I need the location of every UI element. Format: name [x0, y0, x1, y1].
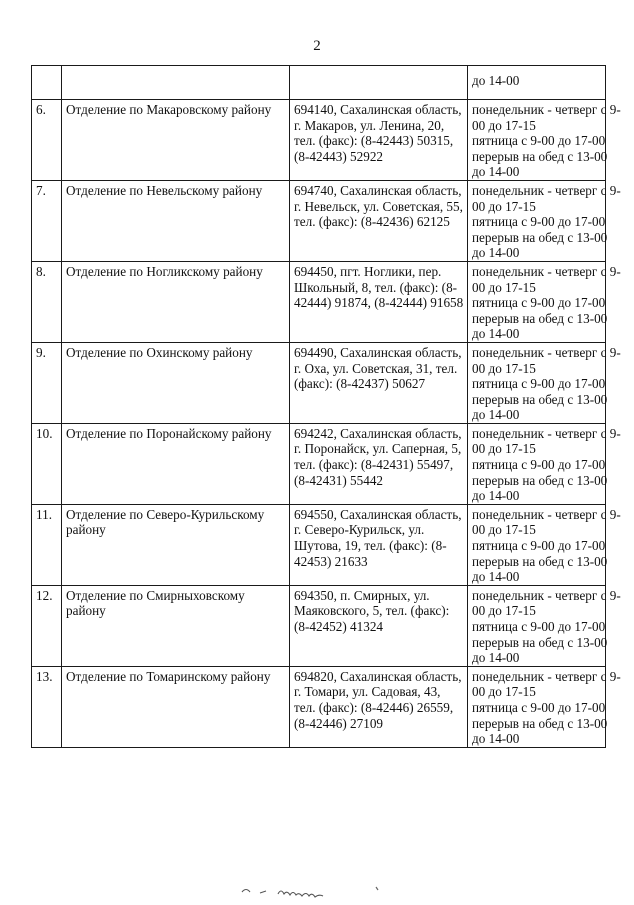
row-number: 13.: [32, 666, 62, 747]
office-name: Отделение по Поронайскому району: [62, 423, 290, 504]
row-number: 9.: [32, 342, 62, 423]
office-address: 694550, Сахалинская область, г. Северо-Курильск, ул. Шутова, 19, тел. (факс): (8-42453) 21633: [290, 504, 468, 585]
office-address: 694820, Сахалинская область, г. Томари, ул. Садовая, 43, тел. (факс): (8-42446) 26559, (8-42446) 27109: [290, 666, 468, 747]
row-number: 6.: [32, 100, 62, 181]
office-hours: [468, 585, 621, 666]
hours-line: перерыв на обед с 13-00: [472, 553, 608, 569]
continuation-hours-cell: до 14-00: [468, 66, 606, 100]
hours-line: 00 до 17-15: [472, 360, 536, 376]
continuation-name-cell: [62, 66, 290, 100]
office-address: 694490, Сахалинская область, г. Оха, ул. Советская, 31, тел. (факс): (8-42437) 50627: [290, 342, 468, 423]
hours-line: перерыв на обед с 13-00: [472, 310, 608, 326]
office-hours: [468, 504, 621, 585]
hours-line: 00 до 17-15: [472, 198, 536, 214]
hours-line: пятница с 9-00 до 17-00: [472, 699, 606, 715]
hours-line: 00 до 17-15: [472, 522, 536, 538]
hours-line: до 14-00: [472, 569, 520, 585]
offices-table: [31, 65, 621, 748]
table-row: [32, 180, 606, 261]
hours-line: перерыв на обед с 13-00: [472, 148, 608, 164]
office-address: 694740, Сахалинская область, г. Невельск, ул. Советская, 55, тел. (факс): (8-42436) 62125: [290, 180, 468, 261]
office-name: Отделение по Смирныховскому району: [62, 585, 290, 666]
hours-line: до 14-00: [472, 731, 520, 747]
continuation-num-cell: [32, 66, 62, 100]
office-name: Отделение по Охинскому району: [62, 342, 290, 423]
office-hours: [468, 100, 621, 181]
hours-line: пятница с 9-00 до 17-00: [472, 538, 606, 554]
table-row: [32, 423, 606, 504]
row-number: 7.: [32, 180, 62, 261]
office-hours: [468, 666, 621, 747]
hours-line: 00 до 17-15: [472, 117, 536, 133]
row-number: 8.: [32, 261, 62, 342]
hours-line: пятница с 9-00 до 17-00: [472, 295, 606, 311]
hours-line: понедельник - четверг с 9-: [472, 506, 621, 522]
hours-line: пятница с 9-00 до 17-00: [472, 133, 606, 149]
hours-line: понедельник - четверг с 9-: [472, 668, 621, 684]
hours-line: понедельник - четверг с 9-: [472, 182, 621, 198]
hours-line: перерыв на обед с 13-00: [472, 634, 608, 650]
hours-line: понедельник - четверг с 9-: [472, 102, 621, 117]
hours-line: понедельник - четверг с 9-: [472, 587, 621, 603]
hours-line: до 14-00: [472, 245, 520, 261]
office-address: 694450, пгт. Ноглики, пер. Школьный, 8, тел. (факс): (8-42444) 91874, (8-42444) 91658: [290, 261, 468, 342]
hours-line: понедельник - четверг с 9-: [472, 425, 621, 441]
hours-line: понедельник - четверг с 9-: [472, 263, 621, 279]
office-name: Отделение по Ногликскому району: [62, 261, 290, 342]
table-row: [32, 666, 606, 747]
hours-line: перерыв на обед с 13-00: [472, 391, 608, 407]
hours-line: до 14-00: [472, 407, 520, 423]
office-hours: [468, 180, 621, 261]
hours-line: понедельник - четверг с 9-: [472, 344, 621, 360]
hours-line: до 14-00: [472, 326, 520, 342]
table-row: [32, 585, 606, 666]
hours-line: перерыв на обед с 13-00: [472, 472, 608, 488]
office-name: Отделение по Томаринскому району: [62, 666, 290, 747]
table-row: [32, 100, 606, 181]
row-number: 10.: [32, 423, 62, 504]
continuation-row: [32, 66, 606, 100]
hours-line: до 14-00: [472, 650, 520, 666]
hours-line: пятница с 9-00 до 17-00: [472, 214, 606, 230]
hours-line: пятница с 9-00 до 17-00: [472, 376, 606, 392]
table-row: [32, 261, 606, 342]
office-name: Отделение по Макаровскому району: [62, 100, 290, 181]
hours-line: перерыв на обед с 13-00: [472, 229, 608, 245]
hours-line: 00 до 17-15: [472, 441, 536, 457]
hours-line: 00 до 17-15: [472, 279, 536, 295]
hours-line: до 14-00: [472, 164, 520, 180]
office-address: 694140, Сахалинская область, г. Макаров, ул. Ленина, 20, тел. (факс): (8-42443) 50315, (8-42443) 52922: [290, 100, 468, 181]
office-name: Отделение по Северо-Курильскому району: [62, 504, 290, 585]
hours-line: перерыв на обед с 13-00: [472, 715, 608, 731]
office-address: 694242, Сахалинская область, г. Поронайск, ул. Саперная, 5, тел. (факс): (8-42431) 55497, (8-42431) 55442: [290, 423, 468, 504]
office-hours: [468, 342, 621, 423]
page-number: 2: [313, 38, 321, 54]
hours-line: пятница с 9-00 до 17-00: [472, 457, 606, 473]
row-number: 11.: [32, 504, 62, 585]
table-row: [32, 342, 606, 423]
hours-line: 00 до 17-15: [472, 603, 536, 619]
office-name: Отделение по Невельскому району: [62, 180, 290, 261]
row-number: 12.: [32, 585, 62, 666]
continuation-address-cell: [290, 66, 468, 100]
hours-line: 00 до 17-15: [472, 684, 536, 700]
scan-mark-signature: [238, 884, 388, 898]
hours-line: пятница с 9-00 до 17-00: [472, 619, 606, 634]
hours-line: до 14-00: [472, 488, 520, 504]
office-address: 694350, п. Смирных, ул. Маяковского, 5, тел. (факс): (8-42452) 41324: [290, 585, 468, 666]
office-hours: [468, 423, 621, 504]
table-row: [32, 504, 606, 585]
office-hours: [468, 261, 621, 342]
